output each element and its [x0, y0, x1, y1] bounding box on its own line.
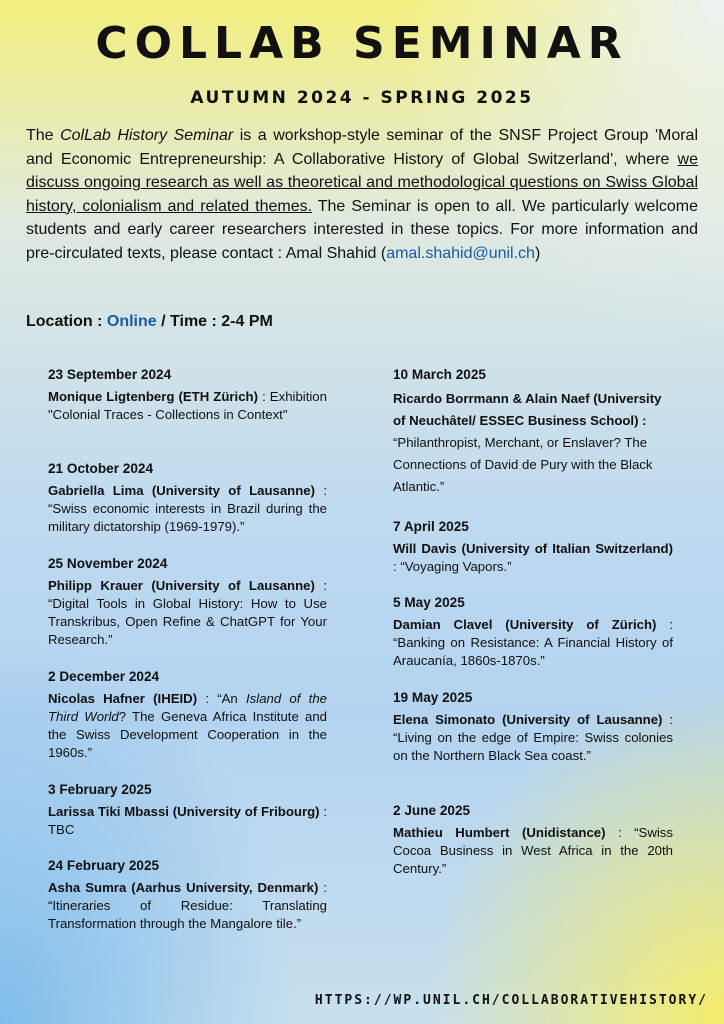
- event-date: 19 May 2025: [393, 690, 473, 705]
- event-date: 21 October 2024: [48, 461, 154, 476]
- page-subtitle: AUTUMN 2024 - SPRING 2025: [190, 88, 534, 108]
- time-label: / Time : 2-4 PM: [156, 313, 273, 330]
- intro-text: ): [534, 244, 541, 262]
- event-date: 2 June 2025: [393, 803, 471, 818]
- event-title: : “Itineraries of Residue: Translating Transformation through the Mangalore tile.”: [48, 880, 327, 931]
- event-title: “Philanthropist, Merchant, or Enslaver? The Connections of David de Pury with the Black Atlantic.”: [393, 435, 653, 494]
- intro-paragraph: [26, 124, 698, 265]
- event-date: 10 March 2025: [393, 367, 486, 382]
- event-title: : TBC: [48, 804, 328, 837]
- event-date: 24 February 2025: [48, 858, 160, 873]
- event-title: : “Swiss economic interests in Brazil during the military dictatorship (1969-1979).”: [48, 483, 328, 534]
- event-item: [48, 460, 327, 536]
- page-title: COLLAB SEMINAR: [95, 18, 629, 69]
- event-speaker: Monique Ligtenberg (ETH Zürich): [48, 389, 258, 404]
- event-date: 7 April 2025: [393, 519, 469, 534]
- event-speaker: Larissa Tiki Mbassi (University of Fribourg): [48, 804, 320, 819]
- event-title: : “Swiss Cocoa Business in West Africa in the 20th Century.”: [393, 825, 673, 876]
- event-item: [393, 689, 673, 765]
- event-speaker: Elena Simonato (University of Lausanne): [393, 712, 663, 727]
- event-item: [48, 668, 327, 762]
- intro-text: The Seminar is open to all. We particularly welcome students and early career researchers interested in these topics. For more information and pre-circulated texts, please contact : Amal Shahid (: [26, 197, 699, 262]
- event-speaker: Mathieu Humbert (Unidistance): [393, 825, 606, 840]
- event-item: [393, 518, 673, 576]
- location-label: Location :: [26, 313, 107, 330]
- event-item: [393, 802, 673, 878]
- location-time-line: [26, 313, 273, 331]
- event-title: : “An: [197, 691, 246, 706]
- event-date: 3 February 2025: [48, 782, 152, 797]
- intro-text: The: [26, 127, 61, 144]
- event-speaker: Philipp Krauer (University of Lausanne): [48, 578, 315, 593]
- event-item: [48, 366, 327, 424]
- event-item: [48, 781, 327, 839]
- contact-email-link[interactable]: amal.shahid@unil.ch: [386, 244, 535, 262]
- intro-text: is a workshop-style seminar of the SNSF Project Group 'Moral and Economic Entrepreneurship: A Collaborative History of Global Switzerland', where: [26, 127, 699, 168]
- seminar-name: ColLab History Seminar: [60, 127, 234, 144]
- event-speaker: Nicolas Hafner (IHEID): [48, 691, 198, 706]
- event-speaker: Gabriella Lima (University of Lausanne): [48, 483, 316, 498]
- event-speaker: Asha Sumra (Aarhus University, Denmark): [48, 880, 319, 895]
- event-item: [393, 594, 673, 670]
- intro-underlined-text: we discuss ongoing research as well as theoretical and methodological questions on Swiss Global history, colonialism and related themes.: [26, 150, 698, 215]
- event-date: 2 December 2024: [48, 669, 160, 684]
- event-title: : “Digital Tools in Global History: How to Use Transkribus, Open Refine & ChatGPT for Your Research.”: [48, 578, 327, 647]
- location-value: Online: [106, 313, 157, 330]
- event-date: 23 September 2024: [48, 367, 172, 382]
- event-date: 25 November 2024: [48, 556, 168, 571]
- event-title: ? The Geneva Africa Institute and the Swiss Development Cooperation in the 1960s.”: [48, 709, 327, 760]
- event-item: [393, 366, 673, 498]
- website-url-link[interactable]: HTTPS://WP.UNIL.CH/COLLABORATIVEHISTORY/: [314, 993, 708, 1008]
- event-title-italic: Island of the Third World: [48, 691, 327, 724]
- event-title: : “Banking on Resistance: A Financial History of Araucanía, 1860s-1870s.”: [393, 617, 673, 668]
- event-title: : “Voyaging Vapors.”: [393, 559, 512, 574]
- event-item: [48, 555, 327, 649]
- event-title: : “Living on the edge of Empire: Swiss colonies on the Northern Black Sea coast.”: [393, 712, 674, 763]
- event-speaker: Ricardo Borrmann & Alain Naef (University of Neuchâtel/ ESSEC Business School) :: [393, 391, 662, 428]
- event-item: [48, 857, 327, 933]
- event-speaker: Damian Clavel (University of Zürich): [393, 617, 657, 632]
- event-speaker: Will Davis (University of Italian Switzerland): [393, 541, 673, 556]
- event-date: 5 May 2025: [393, 595, 465, 610]
- event-title: : Exhibition "Colonial Traces - Collections in Context": [48, 389, 327, 422]
